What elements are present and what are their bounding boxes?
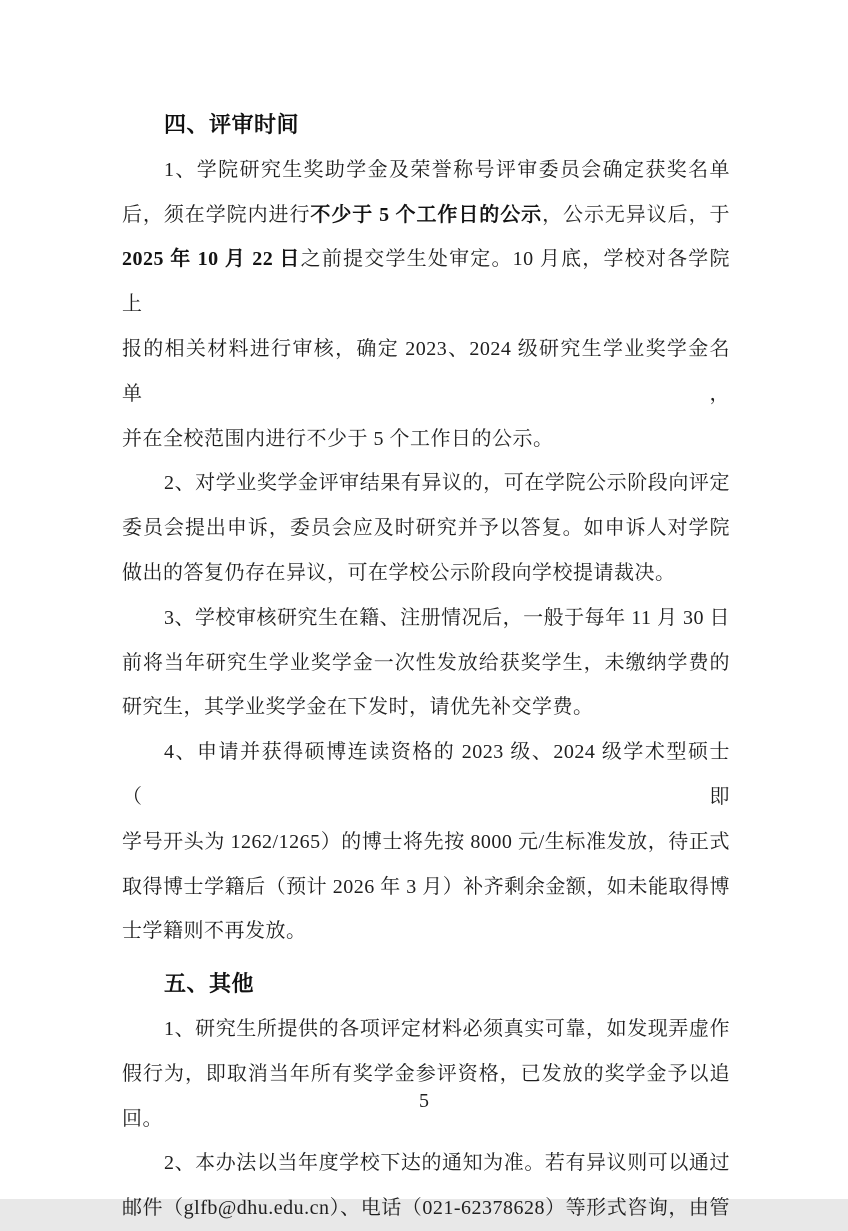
- text-run: 之前提交学生处审定。10 月底，学校对各学院上: [122, 248, 731, 316]
- text-run: 取得博士学籍后（预计 2026 年 3 月）补齐剩余金额，如未能取得博: [122, 875, 730, 898]
- text-line: [122, 237, 730, 327]
- bold-text-run: 不少于 5 个工作日的公示: [310, 203, 543, 226]
- text-line: [122, 641, 730, 686]
- text-run: 2、本办法以当年度学校下达的通知为准。若有异议则可以通过: [164, 1152, 730, 1175]
- text-line: [122, 327, 730, 417]
- text-line: [122, 461, 730, 506]
- text-run: 假行为，即取消当年所有奖学金参评资格，已发放的奖学金予以追: [122, 1062, 730, 1085]
- text-run: 4、申请并获得硕博连读资格的 2023 级、2024 级学术型硕士（即: [122, 741, 730, 808]
- text-run: 2、对学业奖学金评审结果有异议的，可在学院公示阶段向评定: [164, 472, 730, 495]
- text-run: 士学籍则不再发放。: [122, 920, 307, 943]
- text-run: 研究生，其学业奖学金在下发时，请优先补交学费。: [122, 696, 594, 719]
- text-line: [122, 820, 730, 865]
- text-run: 后，须在学院内进行: [122, 203, 311, 226]
- text-line: [122, 148, 730, 193]
- text-run: 前将当年研究生学业奖学金一次性发放给获奖学生，未缴纳学费的: [122, 651, 730, 674]
- text-line: [122, 909, 730, 954]
- text-run: 学号开头为 1262/1265）的博士将先按 8000 元/生标准发放，待正式: [122, 830, 730, 853]
- text-line: [122, 1141, 730, 1186]
- text-line: [122, 417, 730, 462]
- text-run: 委员会提出申诉，委员会应及时研究并予以答复。如申诉人对学院: [122, 517, 730, 540]
- text-run: 1、学院研究生奖助学金及荣誉称号评审委员会确定获奖名单: [164, 158, 730, 181]
- text-run: 做出的答复仍存在异议，可在学校公示阶段向学校提请裁决。: [122, 561, 676, 584]
- section-heading: 四、评审时间: [164, 112, 300, 137]
- bold-text-run: 2025 年 10 月 22 日: [122, 248, 301, 271]
- text-line: [122, 730, 730, 820]
- text-line: [122, 1186, 730, 1231]
- text-run: 3、学校审核研究生在籍、注册情况后，一般于每年 11 月 30 日: [164, 606, 730, 629]
- text-column: [122, 0, 730, 1231]
- text-line: [122, 685, 730, 730]
- text-line: [122, 193, 730, 238]
- text-run: 报的相关材料进行审核，确定 2023、2024 级研究生学业奖学金名单，: [122, 337, 730, 405]
- text-line: [122, 865, 730, 910]
- text-run: 并在全校范围内进行不少于 5 个工作日的公示。: [122, 427, 554, 450]
- text-line: [122, 551, 730, 596]
- text-line: [122, 1007, 730, 1052]
- text-run: 邮件（glfb@dhu.edu.cn）、电话（021-62378628）等形式咨询，由管: [122, 1197, 730, 1220]
- section-heading: 五、其他: [164, 971, 255, 997]
- text-run: ，公示无异议后，于: [542, 203, 731, 226]
- text-line: [122, 506, 730, 551]
- page-number: 5: [419, 1090, 429, 1112]
- text-run: 1、研究生所提供的各项评定材料必须真实可靠，如发现弄虚作: [164, 1017, 730, 1040]
- text-run: 回。: [122, 1107, 163, 1130]
- text-line: [122, 596, 730, 641]
